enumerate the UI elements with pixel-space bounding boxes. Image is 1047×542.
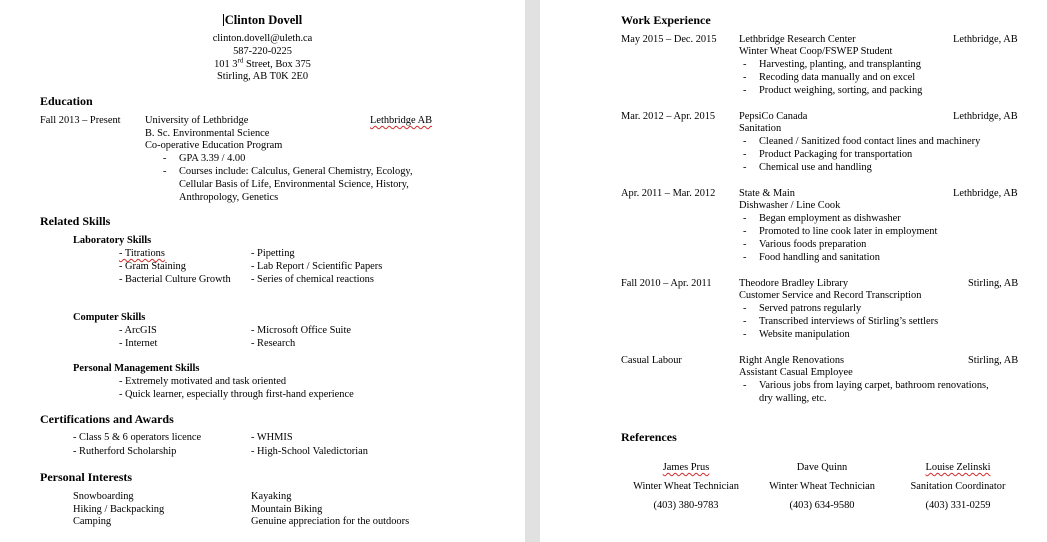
reference-phone: (403) 634-9580: [789, 500, 855, 511]
education-courses-cont: Anthropology, Genetics: [179, 192, 279, 203]
job-bullet: - Transcribed interviews of Stirling’s settlers: [759, 315, 938, 328]
job-date: Apr. 2011 – Mar. 2012: [621, 188, 716, 199]
lab-skill-item: - Titrations: [119, 248, 165, 259]
job-date: Casual Labour: [621, 355, 682, 366]
education-degree: B. Sc. Environmental Science: [145, 128, 270, 139]
lab-skill-item: - Gram Staining: [119, 261, 186, 272]
certification-item: - Class 5 & 6 operators licence: [73, 432, 202, 443]
street-address: 101 3rd Street, Box 375: [214, 56, 311, 70]
text-cursor: [223, 14, 224, 26]
job-bullet: - Cleaned / Sanitized food contact lines and machinery: [759, 135, 980, 148]
reference-role: Winter Wheat Technician: [633, 481, 739, 492]
resume-name: Clinton Dovell: [224, 13, 303, 27]
personal-management-item: - Extremely motivated and task oriented: [119, 376, 287, 387]
reference-role: Sanitation Coordinator: [910, 481, 1006, 492]
education-courses: - Courses include: Calculus, General Chemistry, Ecology,: [179, 165, 413, 178]
job-bullet: - Chemical use and handling: [759, 161, 872, 174]
job-location: Lethbridge, AB: [953, 34, 1018, 45]
reference-name: James Prus: [662, 462, 710, 473]
computer-skill-item: - Microsoft Office Suite: [251, 325, 351, 336]
certification-item: - WHMIS: [251, 432, 293, 443]
job-location: Lethbridge, AB: [953, 188, 1018, 199]
interests-heading: Personal Interests: [40, 470, 133, 484]
reference-phone: (403) 380-9783: [653, 500, 719, 511]
job-bullet: - Food handling and sanitation: [759, 251, 880, 264]
interest-item: Kayaking: [251, 491, 292, 502]
job-bullet: - Various foods preparation: [759, 238, 866, 251]
job-bullet: - Recoding data manually and on excel: [759, 71, 915, 84]
computer-skill-item: - ArcGIS: [119, 325, 157, 336]
personal-management-heading: Personal Management Skills: [73, 363, 200, 374]
job-bullet: - Product Packaging for transportation: [759, 148, 912, 161]
job-bullet: - Product weighing, sorting, and packing: [759, 84, 922, 97]
reference-name: Dave Quinn: [796, 462, 848, 473]
reference-name: Louise Zelinski: [925, 462, 991, 473]
page-gap: [525, 0, 540, 542]
education-gpa: - GPA 3.39 / 4.00: [179, 152, 245, 165]
job-employer: Theodore Bradley Library: [739, 278, 849, 289]
job-bullet-cont: dry walling, etc.: [759, 393, 827, 404]
education-date: Fall 2013 – Present: [40, 115, 121, 126]
job-bullet: - Began employment as dishwasher: [759, 212, 901, 225]
lab-skills-heading: Laboratory Skills: [73, 235, 152, 246]
certification-item: - High-School Valedictorian: [251, 446, 368, 457]
lab-skill-item: - Pipetting: [251, 248, 295, 259]
job-date: Mar. 2012 – Apr. 2015: [621, 111, 716, 122]
interest-item: Hiking / Backpacking: [73, 504, 165, 515]
job-date: May 2015 – Dec. 2015: [621, 34, 717, 45]
computer-skill-item: - Internet: [119, 338, 158, 349]
job-employer: Lethbridge Research Center: [739, 34, 856, 45]
education-heading: Education: [40, 94, 93, 108]
personal-management-item: - Quick learner, especially through first-hand experience: [119, 389, 354, 400]
skills-heading: Related Skills: [40, 214, 111, 228]
job-employer: State & Main: [739, 188, 795, 199]
job-bullet: - Website manipulation: [759, 328, 850, 341]
lab-skill-item: - Bacterial Culture Growth: [119, 274, 231, 285]
job-role: Winter Wheat Coop/FSWEP Student: [739, 46, 893, 57]
job-location: Stirling, AB: [968, 278, 1019, 289]
phone: 587-220-0225: [233, 46, 292, 57]
job-bullet: - Served patrons regularly: [759, 302, 861, 315]
references-heading: References: [621, 430, 677, 444]
job-role: Dishwasher / Line Cook: [739, 200, 841, 211]
interest-item: Mountain Biking: [251, 504, 323, 515]
city: Stirling, AB T0K 2E0: [216, 71, 309, 82]
education-location: Lethbridge AB: [370, 115, 433, 126]
certifications-heading: Certifications and Awards: [40, 412, 174, 426]
certification-item: - Rutherford Scholarship: [73, 446, 177, 457]
job-employer: Right Angle Renovations: [739, 355, 845, 366]
resume-page-2[interactable]: [540, 0, 1047, 542]
job-location: Lethbridge, AB: [953, 111, 1018, 122]
lab-skill-item: - Lab Report / Scientific Papers: [251, 261, 383, 272]
email: clinton.dovell@uleth.ca: [212, 33, 313, 44]
job-employer: PepsiCo Canada: [739, 111, 808, 122]
reference-phone: (403) 331-0259: [925, 500, 991, 511]
job-role: Sanitation: [739, 123, 782, 134]
job-role: Assistant Casual Employee: [739, 367, 853, 378]
computer-skills-heading: Computer Skills: [73, 312, 146, 323]
job-bullet: - Various jobs from laying carpet, bathroom renovations,: [759, 379, 989, 392]
work-heading: Work Experience: [621, 13, 711, 27]
interest-item: Genuine appreciation for the outdoors: [251, 516, 410, 527]
education-courses-cont: Cellular Basis of Life, Environmental Science, History,: [179, 179, 409, 190]
reference-role: Winter Wheat Technician: [769, 481, 875, 492]
interest-item: Camping: [73, 516, 112, 527]
computer-skill-item: - Research: [251, 338, 296, 349]
job-bullet: - Promoted to line cook later in employment: [759, 225, 937, 238]
job-location: Stirling, AB: [968, 355, 1019, 366]
education-program: Co-operative Education Program: [145, 140, 283, 151]
job-date: Fall 2010 – Apr. 2011: [621, 278, 712, 289]
job-role: Customer Service and Record Transcription: [739, 290, 922, 301]
lab-skill-item: - Series of chemical reactions: [251, 274, 374, 285]
job-bullet: - Harvesting, planting, and transplanting: [759, 58, 921, 71]
education-school: University of Lethbridge: [145, 115, 249, 126]
interest-item: Snowboarding: [73, 491, 134, 502]
